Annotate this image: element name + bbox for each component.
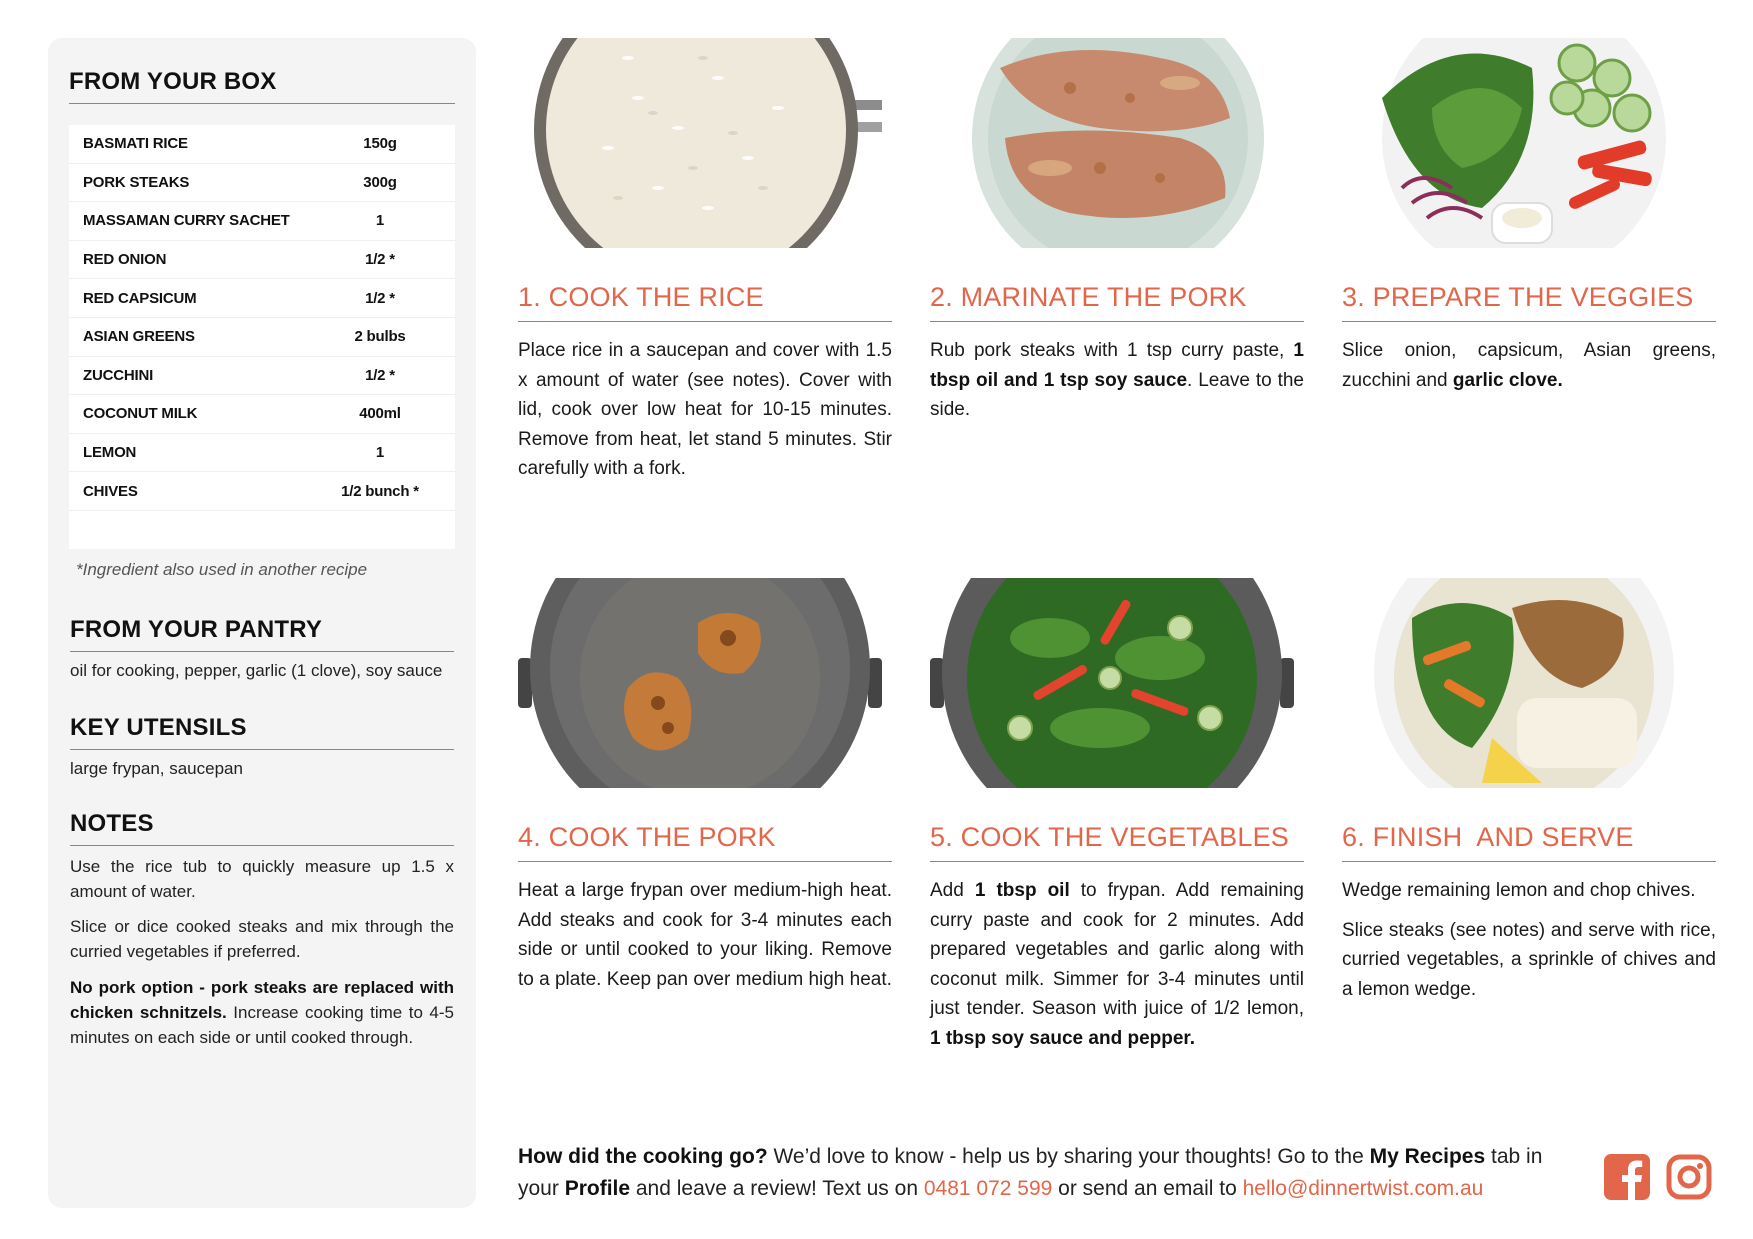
ingredient-name: RED ONION xyxy=(83,251,167,269)
ingredients-table xyxy=(69,125,455,549)
footer-text-3: and leave a review! Text us on xyxy=(630,1177,924,1200)
marinated-pork-photo xyxy=(930,38,1294,248)
from-your-pantry-heading: FROM YOUR PANTRY xyxy=(70,616,454,652)
ingredient-qty: 300g xyxy=(363,173,397,191)
ingredient-name: COCONUT MILK xyxy=(83,405,198,423)
table-row xyxy=(69,241,455,280)
step-2-text xyxy=(930,336,1304,425)
my-recipes-link[interactable]: My Recipes xyxy=(1369,1145,1486,1168)
table-row xyxy=(69,125,455,164)
ingredient-name: RED CAPSICUM xyxy=(83,289,197,307)
table-row xyxy=(69,164,455,203)
step-4-text: Heat a large frypan over medium-high heat. Add steaks and cook for 3-4 minutes each side or until cooked to your liking. Remove to a plate. Keep pan over medium high heat. xyxy=(518,880,892,990)
ingredient-qty: 1/2 bunch * xyxy=(341,482,419,500)
step-6-text xyxy=(1342,876,1716,1004)
facebook-icon[interactable] xyxy=(1604,1154,1650,1200)
footer-text-1: We’d love to know - help us by sharing your thoughts! Go to the xyxy=(767,1145,1370,1168)
utensils-text: large frypan, saucepan xyxy=(70,759,243,778)
ingredient-qty: 400ml xyxy=(359,405,401,423)
email-link[interactable]: hello@dinnertwist.com.au xyxy=(1242,1177,1484,1200)
table-row xyxy=(69,434,455,473)
ingredient-name: LEMON xyxy=(83,444,137,462)
ingredient-name: MASSAMAN CURRY SACHET xyxy=(83,212,290,230)
step-2-title: 2. MARINATE THE PORK xyxy=(930,282,1304,322)
step-1-title: 1. COOK THE RICE xyxy=(518,282,892,322)
rice-pot-photo xyxy=(518,38,882,248)
feedback-footer xyxy=(518,1141,1578,1205)
step-3-text-a: Slice onion, capsicum, Asian greens, zucchini and xyxy=(1342,340,1716,391)
ingredient-qty: 2 bulbs xyxy=(354,328,406,346)
step-6-title: 6. FINISH AND SERVE xyxy=(1342,822,1716,862)
step-5-title: 5. COOK THE VEGETABLES xyxy=(930,822,1304,862)
profile-link[interactable]: Profile xyxy=(564,1177,631,1200)
step-2-text-c: . Leave to the side. xyxy=(930,369,1304,420)
step-4-title: 4. COOK THE PORK xyxy=(518,822,892,862)
step-6-text-b: Slice steaks (see notes) and serve with rice, curried vegetables, a sprinkle of chives and a lemon wedge. xyxy=(1342,919,1716,1000)
from-your-box-heading: FROM YOUR BOX xyxy=(69,68,455,104)
ingredient-footnote: *Ingredient also used in another recipe xyxy=(76,560,368,579)
ingredient-qty: 1/2 * xyxy=(365,289,395,307)
table-row xyxy=(69,472,455,511)
feedback-question: How did the cooking go? xyxy=(518,1145,768,1168)
note-steaks: Slice or dice cooked steaks and mix through the curried vegetables if preferred. xyxy=(70,917,454,961)
ingredient-name: PORK STEAKS xyxy=(83,173,190,191)
step-5-text-c: to frypan. Add remaining curry paste and cook for 2 minutes. Add prepared vegetables and garlic along with coconut milk. Simmer for 3-4 minutes until just tender. Season with juice of 1/2 lemon, xyxy=(930,880,1304,1019)
step-3-text-bold: garlic clove. xyxy=(1452,369,1563,391)
table-row xyxy=(69,357,455,396)
phone-link[interactable]: 0481 072 599 xyxy=(923,1177,1053,1200)
step-5-text-bold-2: 1 tbsp soy sauce and pepper. xyxy=(930,1027,1196,1049)
step-5-text xyxy=(930,876,1304,1053)
note-rice-tub: Use the rice tub to quickly measure up 1.5 x amount of water. xyxy=(70,857,454,901)
table-row xyxy=(69,279,455,318)
ingredient-name: ZUCCHINI xyxy=(83,366,154,384)
ingredient-qty: 1 xyxy=(375,444,385,462)
footer-text-4: or send an email to xyxy=(1052,1177,1243,1200)
ingredients-panel xyxy=(48,38,476,1208)
step-2-text-a: Rub pork steaks with 1 tsp curry paste, xyxy=(930,340,1294,361)
footer-text-2: tab in your xyxy=(518,1145,1543,1200)
note-no-pork xyxy=(70,975,454,1050)
step-1-text: Place rice in a saucepan and cover with 1.5 x amount of water (see notes). Cover with lid, cook over low heat for 10-15 minutes. Remove from heat, let stand 5 minutes. Stir carefully with a fork. xyxy=(518,340,892,479)
ingredient-qty: 1 xyxy=(375,212,385,230)
chopped-veggies-photo xyxy=(1342,38,1706,248)
step-5-text-a: Add xyxy=(930,880,975,901)
ingredient-name: CHIVES xyxy=(83,482,138,500)
note-no-pork-bold: No pork option - pork steaks are replaced with chicken schnitzels. xyxy=(70,978,454,1022)
vegetables-in-pan-photo xyxy=(930,578,1294,788)
step-5-text-bold-1: 1 tbsp oil xyxy=(974,880,1070,901)
notes-heading: NOTES xyxy=(70,810,454,846)
pork-in-pan-photo xyxy=(518,578,882,788)
ingredient-qty: 150g xyxy=(363,135,397,153)
step-2-text-bold: 1 tbsp oil and 1 tsp soy sauce xyxy=(930,340,1304,391)
plated-dish-photo xyxy=(1342,578,1706,788)
ingredient-qty: 1/2 * xyxy=(365,366,395,384)
step-3-text xyxy=(1342,336,1716,395)
note-no-pork-rest: Increase cooking time to 4-5 minutes on each side or until cooked through. xyxy=(70,1003,454,1047)
ingredient-qty: 1/2 * xyxy=(365,251,395,269)
ingredient-name: ASIAN GREENS xyxy=(83,328,195,346)
instagram-icon[interactable] xyxy=(1666,1154,1712,1200)
ingredient-name: BASMATI RICE xyxy=(83,135,188,153)
key-utensils-heading: KEY UTENSILS xyxy=(70,714,454,750)
table-row xyxy=(69,395,455,434)
table-row xyxy=(69,318,455,357)
pantry-text: oil for cooking, pepper, garlic (1 clove), soy sauce xyxy=(70,661,443,680)
step-3-title: 3. PREPARE THE VEGGIES xyxy=(1342,282,1716,322)
table-row xyxy=(69,202,455,241)
step-6-text-a: Wedge remaining lemon and chop chives. xyxy=(1342,880,1696,901)
